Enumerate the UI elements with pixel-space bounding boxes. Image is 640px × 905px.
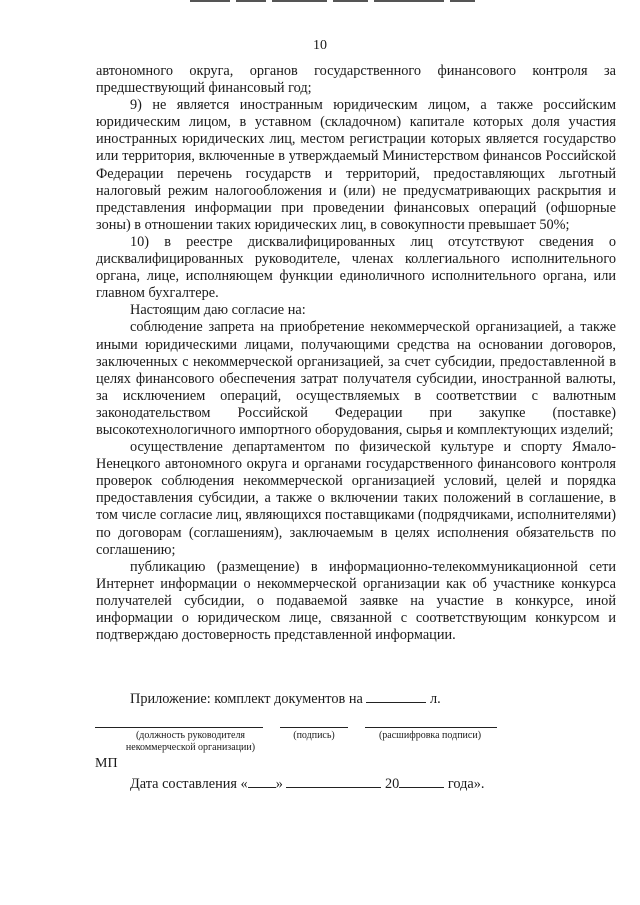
position-line[interactable] [95, 727, 263, 728]
attachment-suffix: л. [430, 691, 441, 707]
month-field[interactable] [286, 774, 381, 788]
attachment-label: Приложение: комплект документов на [130, 691, 363, 707]
signature-line[interactable] [280, 727, 348, 728]
consent-heading: Настоящим даю согласие на: [130, 302, 306, 319]
date-suffix: года». [447, 776, 485, 792]
consent-item-publication: публикацию (размещение) в информационно-телекоммуникационной сети Интернет информации о некоммерческой организации как об участнике конкурса получателей субсидии, о подаваемой заявке на участие в конкурсе, иной информации о юридическом лице, связанной с соответствующим конкурсом и подтверждаю достоверность представленной информации. [96, 558, 616, 644]
position-caption: (должность руководителя некоммерческой организации) [125, 730, 256, 753]
date-label: Дата составления « [130, 776, 248, 792]
year-prefix: 20 [385, 776, 400, 792]
paragraph-item-9: 9) не является иностранным юридическим лицом, а также российским юридическим лицом, в уставном (складочном) капитале которых доля участия иностранных юридических лиц, местом регистрации которых является государство или территория, включенные в утверждаемый Министерством финансов Российской Федерации перечень государств и территорий, предоставляющих льготный налоговый режим налогообложения и (или) не предусматривающих раскрытия и представления информации при проведении финансовых операций (офшорные зоны) в отношении таких юридических лиц, в совокупности превышает 50%; [96, 97, 616, 233]
year-field[interactable] [399, 774, 444, 788]
page-count-field[interactable] [366, 690, 426, 703]
consent-item-currency: соблюдение запрета на приобретение некоммерческой организацией, а также иными юридическими лицами, получающими средства на основании договоров, заключенных с некоммерческой организацией, за счет субсидии, предоставленной в целях финансового обеспечения затрат получателя субсидии, иностранной валюты, за исключением операций, осуществляемых в соответствии с валютным законодательством Российской Федерации при закупке (поставке) высокотехнологичного импортного оборудования, сырья и комплектующих изделий; [96, 319, 616, 438]
paragraph-item-10: 10) в реестре дисквалифицированных лиц отсутствуют сведения о дисквалифицированных руководителе, членах коллегиального исполнительного органа, лице, исполняющем функции единоличного исполнительного органа, или главном бухгалтере. [96, 233, 616, 302]
signature-caption: (подпись) [293, 730, 335, 741]
attachment-line [130, 690, 441, 708]
page-number: 10 [313, 38, 327, 53]
stamp-place-label: МП [95, 756, 118, 771]
day-field[interactable] [248, 774, 276, 788]
decode-caption: (расшифровка подписи) [378, 730, 482, 741]
consent-item-inspection: осуществление департаментом по физической культуре и спорту Ямало-Ненецкого автономного округа и органами государственного финансового контроля проверок соблюдения некоммерческой организацией условий, целей и порядка предоставления субсидии, а также о включении таких положений в соглашение, в том числе согласие лиц, являющихся поставщиками (подрядчиками, исполнителями) по договорам (соглашениям), заключаемым в целях исполнения обязательств по соглашению; [96, 439, 616, 558]
paragraph: автономного округа, органов государственного финансового контроля за предшествующий финансовый год; [96, 63, 616, 97]
scan-artifact [190, 0, 475, 3]
date-close-quote: » [275, 776, 283, 792]
document-body [96, 63, 616, 644]
date-line [130, 774, 484, 793]
decode-line[interactable] [365, 727, 497, 728]
